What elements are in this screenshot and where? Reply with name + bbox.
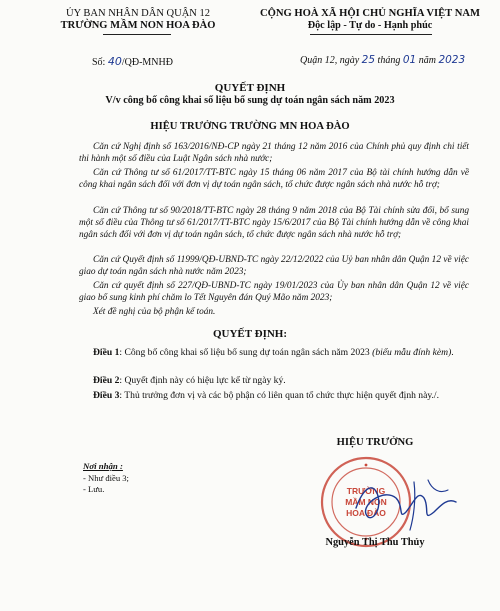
handwritten-signature: [344, 468, 464, 538]
article-1-note: (biểu mẫu đính kèm): [372, 347, 452, 358]
decision-number-handwritten: 40: [107, 55, 122, 68]
month-label: tháng: [375, 55, 403, 66]
decision-number-suffix: /QĐ-MNHĐ: [121, 57, 173, 68]
school-name-underline: [103, 34, 171, 35]
article-2: [79, 375, 469, 387]
nation-motto: Độc lập - Tự do - Hạnh phúc: [307, 20, 433, 31]
article-1: [79, 347, 469, 359]
date-day: 25: [361, 54, 376, 66]
basis-1: [79, 142, 469, 166]
decides-heading: QUYẾT ĐỊNH:: [212, 328, 288, 340]
nation-motto-underline: [310, 34, 432, 35]
year-label: năm: [416, 55, 439, 66]
issuing-authority: HIỆU TRƯỞNG TRƯỜNG MN HOA ĐÀO: [150, 121, 350, 132]
article-3: [79, 390, 469, 402]
basis-4-text: Căn cứ Quyết định số 11999/QĐ-UBND-TC ngày 22/12/2022 của Uỷ ban nhân dân Quận 12 về việc giao dự toán ngân sách nhà nước năm 2023;: [79, 255, 469, 277]
document-subject: V/v công bố công khai số liệu bổ sung dự toán ngân sách năm 2023: [105, 95, 395, 106]
basis-3-text: Căn cứ Thông tư số 90/2018/TT-BTC ngày 28 tháng 9 năm 2018 của Bộ Tài chính sửa đổi, bổ sung một số điều của Thông tư số 61/2017/TT-BTC ngày 15/6/2017 của Bộ Tài chính hướng dẫn về công khai ngân sách đối với đơn vị dự toán ngân sách, tổ chức được ngân sách nhà nước hỗ trợ;: [79, 206, 469, 240]
school-name: TRƯỜNG MẦM NON HOA ĐÀO: [60, 20, 216, 31]
article-2-label: Điều 2: [93, 375, 120, 386]
decision-number-prefix: Số:: [92, 57, 108, 68]
basis-4: [79, 255, 469, 279]
stamp-line-3: HOA ĐÀO: [346, 508, 386, 518]
stamp-line-2: MẦM NON: [345, 497, 387, 507]
signer-name: Nguyễn Thị Thu Thủy: [325, 537, 425, 548]
article-3-text: : Thủ trưởng đơn vị và các bộ phận có liên quan tổ chức thực hiện quyết định này./.: [119, 390, 440, 401]
recipients-heading: Nơi nhận :: [83, 461, 123, 471]
recipient-item: - Lưu.: [83, 484, 105, 494]
article-1-end: .: [451, 347, 454, 358]
article-2-text: : Quyết định này có hiệu lực kể từ ngày ký.: [119, 375, 286, 386]
date-year: 2023: [438, 54, 466, 66]
article-3-label: Điều 3: [93, 390, 120, 401]
date-month: 01: [402, 54, 417, 66]
basis-5-text: Căn cứ quyết định số 227/QĐ-UBND-TC ngày 19/01/2023 của Ủy ban nhân dân Quận 12 về việc giao bổ sung kinh phí chăm lo Tết Nguyên đán Quý Mão năm 2023;: [79, 281, 469, 303]
basis-6-text: Xét đề nghị của bộ phận kế toán.: [93, 307, 216, 317]
basis-1-text: Căn cứ Nghị định số 163/2016/NĐ-CP ngày 21 tháng 12 năm 2016 của Chính phủ quy định chi tiết thi hành một số điều của Luật Ngân sách nhà nước;: [79, 142, 469, 164]
place-date: [300, 54, 465, 66]
recipient-item: - Như điều 3;: [83, 473, 129, 483]
basis-5: [79, 281, 469, 305]
nation-name: CỘNG HOÀ XÃ HỘI CHỦ NGHĨA VIỆT NAM: [259, 8, 481, 19]
document-title: QUYẾT ĐỊNH: [214, 82, 286, 94]
signer-title: HIỆU TRƯỞNG: [336, 437, 414, 448]
place-date-prefix: Quận 12, ngày: [300, 55, 362, 66]
decision-number: [92, 55, 173, 68]
stamp-line-1: TRƯỜNG: [346, 486, 386, 496]
basis-6: [79, 307, 469, 319]
agency-name: ỦY BAN NHÂN DÂN QUẬN 12: [66, 8, 210, 19]
basis-2-text: Căn cứ Thông tư số 61/2017/TT-BTC ngày 15 tháng 06 năm 2017 của Bộ tài chính hướng dẫn về công khai ngân sách đối với đơn vị dự toán ngân sách, tổ chức được ngân sách nhà nước hỗ trợ;: [79, 168, 469, 190]
basis-2: [79, 168, 469, 192]
article-1-label: Điều 1: [93, 347, 120, 358]
basis-3: [79, 206, 469, 241]
article-1-text: : Công bố công khai số liệu bổ sung dự toán ngân sách năm 2023: [119, 347, 373, 358]
